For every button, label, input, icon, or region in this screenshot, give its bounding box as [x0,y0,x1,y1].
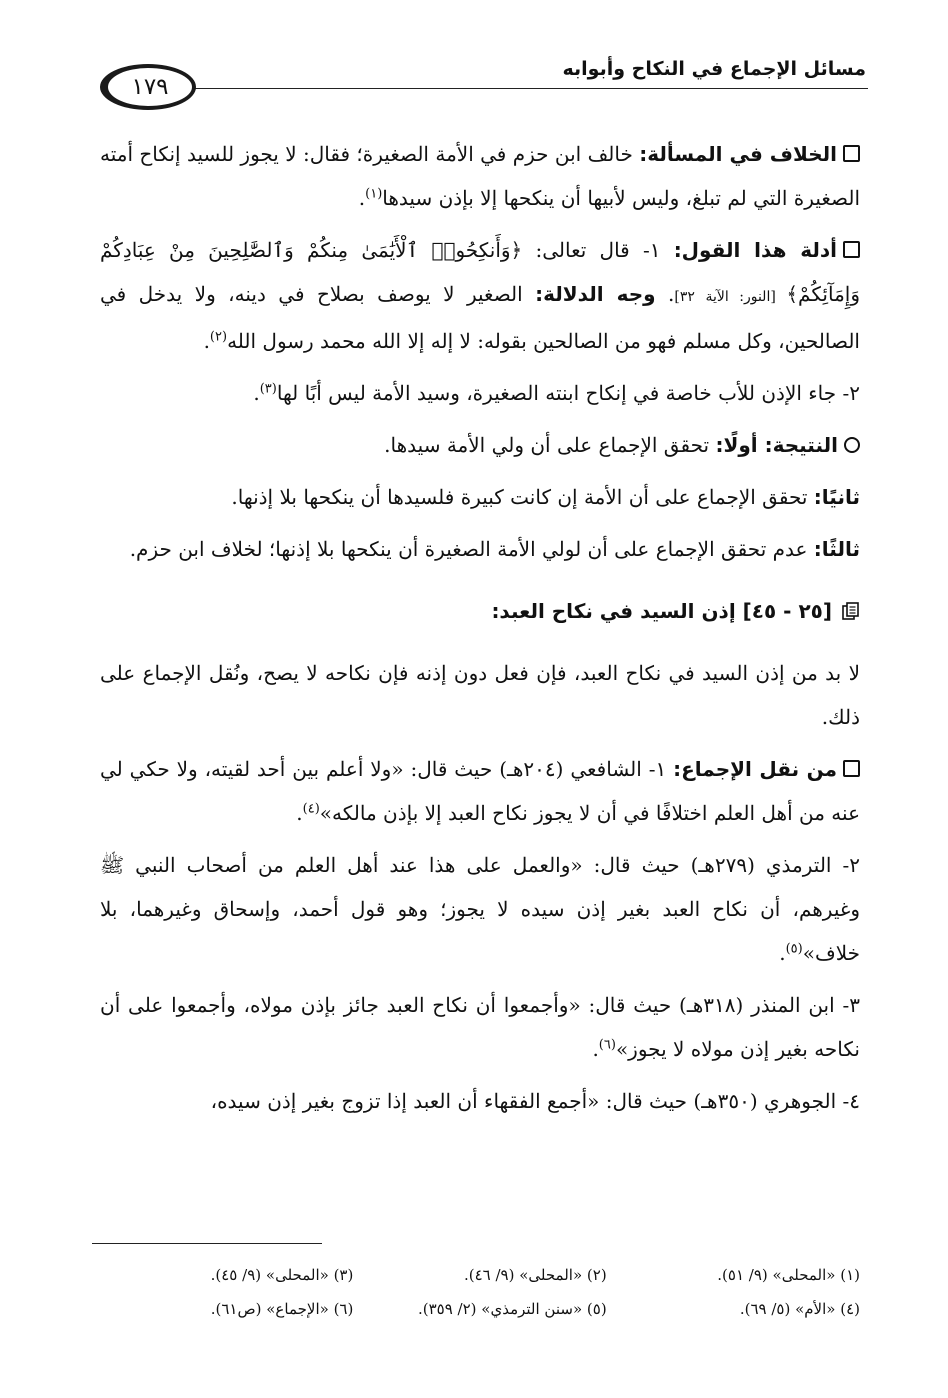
footnote-ref: (١) [365,186,383,202]
paragraph-label: الخلاف في المسألة: [639,142,837,166]
footnote-item: (٢) «المحلى» (٩/ ٤٦). [463,1266,607,1284]
paragraph-label: من نقل الإجماع: [673,757,837,781]
paragraph-label: النتيجة: [764,433,838,457]
section-heading [100,589,860,633]
paragraph-evidence-2 [100,371,860,415]
paragraph-evidence [100,228,860,363]
footnotes [100,1258,860,1326]
paragraph-text: خالف ابن حزم في الأمة الصغيرة؛ فقال: لا يجوز للسيد إنكاح أمته الصغيرة التي لم تبلغ، وليس لأبيها أن ينكحها إلا بإذن سيدها [100,142,860,210]
square-bullet-icon [843,241,860,258]
paragraph-end: . [296,801,303,825]
paragraph-label-2: أولًا: [715,433,765,457]
paragraph-text: الصغير لا يوصف بصلاح في دينه، ولا يدخل في الصالحين، وكل مسلم فهو من الصالحين بقوله: لا إله إلا الله محمد رسول الله [100,282,860,353]
section-heading-text: [٢٥ - ٤٥] إذن السيد في نكاح العبد: [491,599,832,623]
footnote-ref: (٥) [785,941,803,957]
footnote-item: (٥) «سنن الترمذي» (٢/ ٣٥٩). [417,1300,607,1318]
paragraph-result-2 [100,475,860,519]
paragraph-ibn-almundhir [100,983,860,1071]
paragraph-text: ١- قال تعالى: [522,238,674,262]
footnote-rule [92,1243,322,1244]
paragraph-end: . [358,186,366,210]
footnote-ref: (٢) [209,329,228,345]
square-bullet-icon [843,760,860,777]
page-number: ١٧٩ [131,74,169,100]
paragraph-intro [100,651,860,739]
paragraph-end: . [779,941,786,965]
copy-pages-icon [842,602,860,620]
paragraph-text: . [655,282,675,306]
footnote-ref: (٣) [259,381,277,397]
footnote-ref: (٦) [598,1037,616,1053]
verse-citation: [النور: الآية ٣٢] [674,289,787,305]
paragraph-end: . [203,329,210,353]
paragraph-text: ٣- ابن المنذر (٣١٨هـ) حيث قال: «وأجمعوا أن نكاح العبد جائز بإذن مولاه، وأجمعوا على أن نكاحه بغير إذن مولاه لا يجوز» [100,993,860,1061]
paragraph-text: ٢- جاء الإذن للأب خاصة في إنكاح ابنته الصغيرة، وسيد الأمة ليس أبًا لها [276,381,860,405]
paragraph-text: عدم تحقق الإجماع على أن لولي الأمة الصغيرة أن ينكحها بلا إذنها؛ لخلاف ابن حزم. [129,537,814,561]
quran-verse: ﴿وَأَنكِحُوا۟ ٱلْأَيَٰمَىٰ مِنكُمْ وَٱلصَّٰلِحِينَ مِنْ عِبَادِكُمْ وَإِمَآئِكُمْ﴾ [100,238,860,306]
paragraph-end: . [592,1037,599,1061]
paragraph-label: ثالثًا: [813,537,860,561]
paragraph-transmitters [100,747,860,835]
paragraph-tirmidhi [100,843,860,975]
square-bullet-icon [843,145,860,162]
paragraph-result [100,423,860,467]
paragraph-text: تحقق الإجماع على أن ولي الأمة سيدها. [384,433,716,457]
footnote-item: (١) «المحلى» (٩/ ٥١). [717,1266,860,1284]
paragraph-label: ثانيًا: [813,485,860,509]
footnote-item: (٣) «المحلى» (٩/ ٤٥). [210,1266,354,1284]
page-number-badge [100,64,196,110]
footnote-item: (٤) «الأم» (٥/ ٦٩). [739,1300,860,1318]
header-rule [170,88,868,89]
paragraph-label: أدلة هذا القول: [673,238,838,262]
paragraph-end: . [253,381,260,405]
paragraph-text: ٢- الترمذي (٢٧٩هـ) حيث قال: «والعمل على هذا عند أهل العلم من أصحاب النبي ﷺ وغيرهم، أن نكاح العبد بغير إذن سيده لا يجوز؛ وهو قول أحمد، وإسحاق وغيرهما، بلا خلاف» [100,853,860,965]
paragraph-text: لا بد من إذن السيد في نكاح العبد، فإن فعل دون إذنه فإن نكاحه لا يصح، ونُقل الإجماع على ذلك. [100,661,860,729]
paragraph-text: ٤- الجوهري (٣٥٠هـ) حيث قال: «أجمع الفقهاء أن العبد إذا تزوج بغير إذن سيده، [210,1089,860,1113]
paragraph-result-3 [100,527,860,571]
paragraph-jawhari [100,1079,860,1123]
paragraph-label-2: وجه الدلالة: [535,282,656,306]
paragraph-text: ١- الشافعي (٢٠٤هـ) حيث قال: «ولا أعلم بين أحد لقيته، ولا حكي لي عنه من أهل العلم اختلافًا في أن لا يجوز نكاح العبد إلا بإذن مالكه» [100,757,860,825]
running-header-title: مسائل الإجماع في النكاح وأبوابه [562,58,866,80]
circle-bullet-icon [844,437,860,453]
footnote-ref: (٤) [302,801,320,817]
paragraph-text: تحقق الإجماع على أن الأمة إن كانت كبيرة فلسيدها أن ينكحها بلا إذنها. [231,485,814,509]
paragraph-disagreement [100,132,860,220]
footnote-item: (٦) «الإجماع» (ص٦١). [210,1300,354,1318]
main-text [100,132,860,1131]
